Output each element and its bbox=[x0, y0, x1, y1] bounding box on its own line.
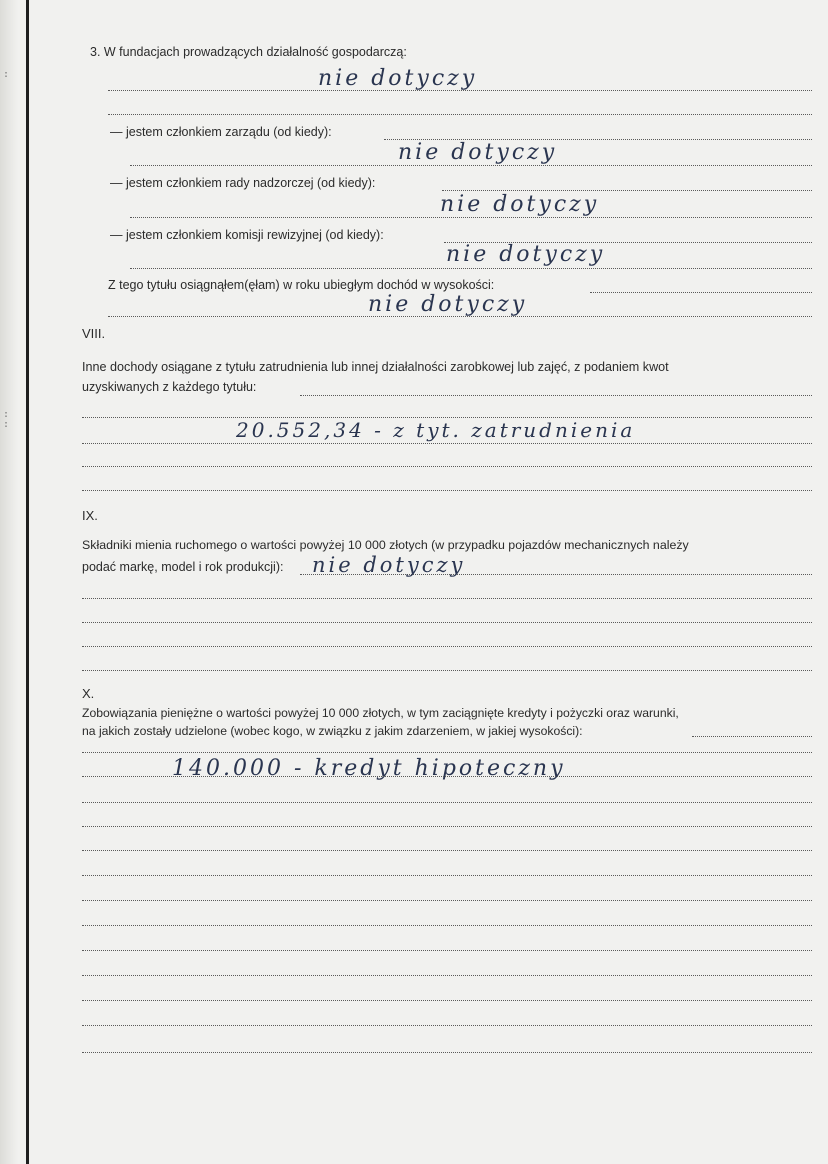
answer-line bbox=[82, 875, 812, 876]
answer-line bbox=[82, 670, 812, 671]
section-heading-x: X. bbox=[82, 686, 95, 701]
binding-margin-line bbox=[26, 0, 29, 1164]
movable-property-question: Składniki mienia ruchomego o wartości powyżej 10 000 złotych (w przypadku pojazdów mechanicznych należy bbox=[82, 538, 689, 552]
liabilities-question: Zobowiązania pieniężne o wartości powyżej 10 000 złotych, w tym zaciągnięte kredyty i pożyczki oraz warunki, bbox=[82, 706, 679, 720]
movable-property-question-cont: podać markę, model i rok produkcji): bbox=[82, 560, 284, 574]
answer-line bbox=[300, 395, 812, 396]
answer-line bbox=[82, 900, 812, 901]
section-heading-ix: IX. bbox=[82, 508, 98, 523]
answer-line bbox=[82, 646, 812, 647]
foundations-item: 3. W fundacjach prowadzących działalność gospodarczą: bbox=[90, 45, 407, 59]
answer-line bbox=[130, 268, 812, 269]
answer-line bbox=[442, 190, 812, 191]
answer-line bbox=[82, 752, 812, 753]
supervisory-board-item: — jestem członkiem rady nadzorczej (od kiedy): bbox=[110, 176, 376, 190]
answer-line bbox=[82, 466, 812, 467]
answer-line bbox=[82, 850, 812, 851]
answer-line bbox=[82, 950, 812, 951]
answer-line bbox=[82, 776, 812, 777]
answer-line bbox=[130, 165, 812, 166]
handwritten-answer: nie dotyczy bbox=[398, 140, 558, 165]
scan-specks: : : bbox=[3, 409, 10, 430]
answer-line bbox=[82, 1052, 812, 1053]
answer-line bbox=[82, 1000, 812, 1001]
answer-line bbox=[82, 490, 812, 491]
handwritten-answer: 140.000 - kredyt hipoteczny bbox=[172, 756, 566, 781]
other-income-question: Inne dochody osiągane z tytułu zatrudnienia lub innej działalności zarobkowej lub zajęć, z podaniem kwot bbox=[82, 360, 669, 374]
answer-line bbox=[82, 802, 812, 803]
answer-line bbox=[130, 217, 812, 218]
scan-shadow bbox=[0, 0, 18, 1164]
answer-line bbox=[82, 443, 812, 444]
answer-line bbox=[108, 114, 812, 115]
handwritten-answer: nie dotyczy bbox=[368, 292, 528, 317]
board-member-item: — jestem członkiem zarządu (od kiedy): bbox=[110, 125, 332, 139]
section-heading-viii: VIII. bbox=[82, 326, 106, 341]
audit-committee-item: — jestem członkiem komisji rewizyjnej (od kiedy): bbox=[110, 228, 384, 242]
answer-line bbox=[82, 622, 812, 623]
answer-line bbox=[82, 598, 812, 599]
other-income-question-cont: uzyskiwanych z każdego tytułu: bbox=[82, 380, 257, 394]
handwritten-answer: 20.552,34 - z tyt. zatrudnienia bbox=[236, 418, 636, 442]
handwritten-answer: nie dotyczy bbox=[312, 553, 466, 577]
answer-line bbox=[82, 975, 812, 976]
answer-line bbox=[82, 1025, 812, 1026]
handwritten-answer: nie dotyczy bbox=[440, 192, 600, 217]
answer-line bbox=[692, 736, 812, 737]
handwritten-answer: nie dotyczy bbox=[446, 242, 606, 267]
answer-line bbox=[82, 925, 812, 926]
handwritten-answer: nie dotyczy bbox=[318, 66, 478, 91]
liabilities-question-cont: na jakich zostały udzielone (wobec kogo, w związku z jakim zdarzeniem, w jakiej wysokości): bbox=[82, 724, 583, 738]
income-item: Z tego tytułu osiągnąłem(ęłam) w roku ubiegłym dochód w wysokości: bbox=[108, 278, 495, 292]
answer-line bbox=[108, 316, 812, 317]
scan-specks: : bbox=[3, 69, 10, 80]
answer-line bbox=[590, 292, 812, 293]
answer-line bbox=[82, 826, 812, 827]
